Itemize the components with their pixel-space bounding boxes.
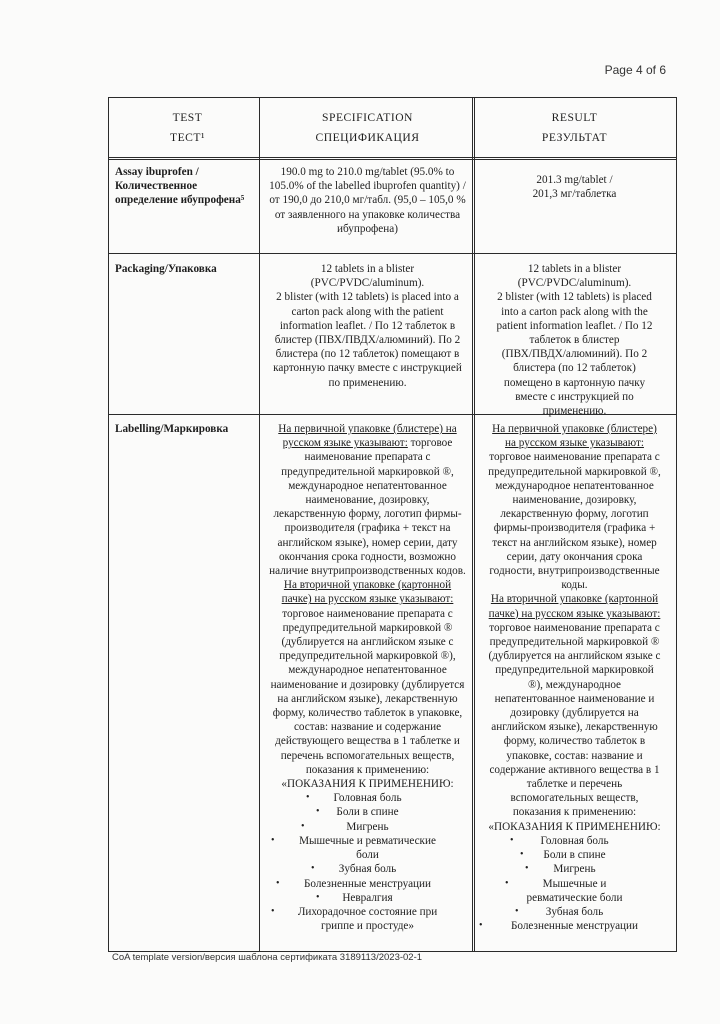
list-item: гриппе и простуде» bbox=[321, 920, 414, 933]
assay-test: Assay ibuprofen / Количественное определение ибупрофена⁵ bbox=[115, 166, 245, 207]
list-item: • Боли в спине bbox=[520, 849, 606, 862]
list-item: • Мышечные и ревматические bbox=[271, 834, 436, 847]
indications-list bbox=[475, 834, 674, 933]
list-item: • Зубная боль bbox=[311, 863, 397, 876]
list-item: • Головная боль bbox=[510, 834, 609, 847]
results-table bbox=[108, 97, 677, 952]
header-test: TEST ТЕСТ¹ bbox=[170, 111, 205, 144]
list-item: • Мигрень bbox=[525, 863, 596, 876]
packaging-specification: 12 tablets in a blister (PVC/PVDC/aluminum). 2 blister (with 12 tablets) is placed into a carton pack along with the patient information leaflet. / По 12 таблеток в блистер (ПВХ/ПВДХ/алюминий). По 2 блистера (по 12 таблеток) помещают в картонную пачку вместе с инструкцией по применению. bbox=[273, 263, 462, 389]
assay-result: 201.3 mg/tablet / 201,3 мг/таблетка bbox=[532, 174, 617, 201]
page-number: Page 4 of 6 bbox=[604, 63, 666, 77]
labelling-result: На первичной упаковке (блистере) на русском языке указывают: торговое наименование препарата с предупредительной маркировкой ®, международное непатентованное наименование, дозировку, лекарственную форму, логотип фирмы-производителя (графика + текст на английском языке), номер серии, дату окончания срока годности, внутрипроизводственные коды. На вторичной упаковке (картонной пачке) на русском языке указывают: торговое наименование препарата с предупредительной маркировкой ® (дублируется на английском языке с предупредительной маркировкой ®), международное непатентованное наименование и дозировку (дублируется на английском языке), лекарственную форму, количество таблеток в упаковке, состав: название и содержание активного вещества в 1 таблетке и перечень вспомогательных веществ, показания к применению: «ПОКАЗАНИЯ К ПРИМЕНЕНИЮ: • Головная боль • Боли в спине • Мигрень • Мышечные и ревматические боли • Зубная боль • Болезненные менструации bbox=[475, 422, 674, 933]
list-item: • Головная боль bbox=[306, 792, 402, 805]
footer-template-version: CoA template version/версия шаблона сертификата 3189113/2023-02-1 bbox=[112, 952, 423, 963]
list-item: боли bbox=[356, 849, 379, 862]
list-item: • Болезненные менструации bbox=[276, 877, 432, 890]
list-item: • Болезненные менструации bbox=[479, 920, 639, 933]
row-divider bbox=[109, 157, 676, 160]
packaging-test: Packaging/Упаковка bbox=[115, 263, 217, 275]
header-result: RESULT РЕЗУЛЬТАТ bbox=[541, 111, 608, 144]
list-item: • Невралгия bbox=[316, 891, 393, 904]
column-divider bbox=[259, 98, 260, 951]
row-divider bbox=[109, 253, 676, 254]
list-item: • Лихорадочное состояние при bbox=[271, 905, 438, 918]
header-specification: SPECIFICATION СПЕЦИФИКАЦИЯ bbox=[315, 111, 420, 144]
packaging-result: 12 tablets in a blister (PVC/PVDC/aluminum). 2 blister (with 12 tablets) is placed into a carton pack along with the patient information leaflet. / По 12 таблеток в блистер (ПВХ/ПВДХ/алюминий). По 2 блистера (по 12 таблеток) помещено в картонную пачку вместе с инструкцией по применению. bbox=[496, 263, 653, 418]
assay-specification: 190.0 mg to 210.0 mg/tablet (95.0% to 105.0% of the labelled ibuprofen quantity) / от 190,0 до 210,0 мг/табл. (95,0 – 105,0 % от заявленного на упаковке количества ибупрофена) bbox=[269, 166, 466, 235]
labelling-specification: На первичной упаковке (блистере) на русском языке указывают: торговое наименование препарата с предупредительной маркировкой ®, международное непатентованное наименование, дозировку, лекарственную форму, логотип фирмы- производителя (графика + текст на английском языке), номер серии, дату окончания срока годности, возможно наличие внутрипроизводственных кодов. На вторичной упаковке (картонной пачке) на русском языке указывают: торговое наименование препарата с предупредительной маркировкой ® (дублируется на английском языке с предупредительной маркировкой ®), международное непатентованное наименование и дозировку (дублируется на английском языке), лекарственную форму, количество таблеток в упаковке, состав: название и содержание действующего вещества в 1 таблетке и перечень вспомогательных веществ, показания к применению: «ПОКАЗАНИЯ К ПРИМЕНЕНИЮ: • Головная боль • Боли в спине • Мигрень • Мышечные и ревматические боли • Зубная боль • Болезненные менструации • Невралгия • Лихорадочное состояние при гриппе и простуде» bbox=[261, 422, 474, 933]
labelling-test: Labelling/Маркировка bbox=[115, 423, 229, 435]
list-item: • Мигрень bbox=[301, 820, 389, 833]
list-item: ревматические боли bbox=[526, 891, 623, 904]
list-item: • Зубная боль bbox=[515, 905, 604, 918]
list-item: • Боли в спине bbox=[316, 806, 399, 819]
list-item: • Мышечные и bbox=[505, 877, 607, 890]
indications-list bbox=[261, 791, 474, 933]
